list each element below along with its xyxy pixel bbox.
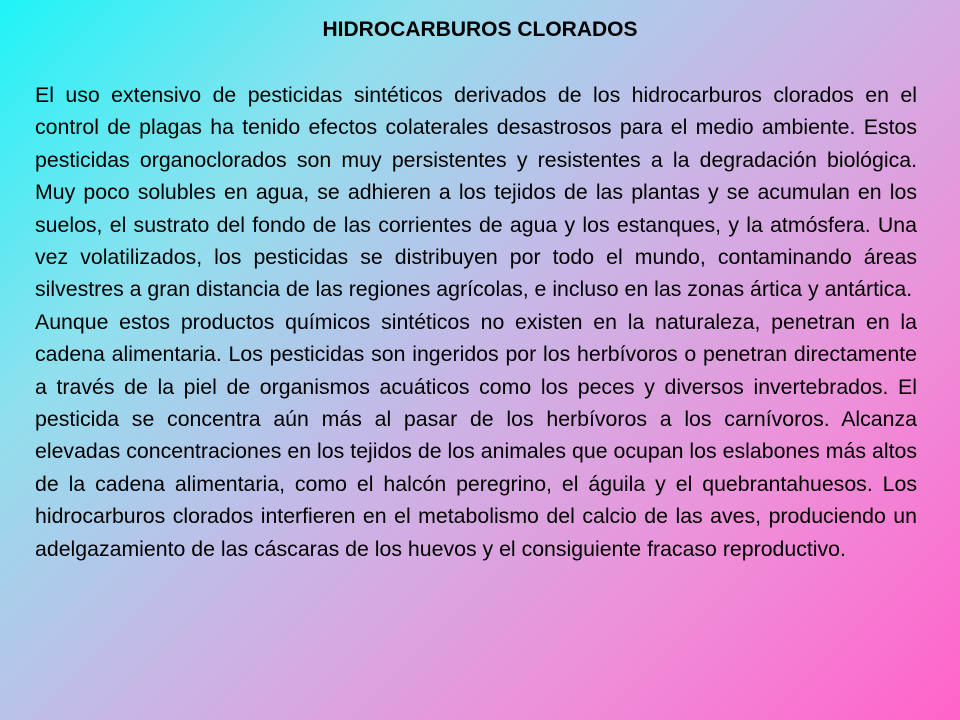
paragraph-1: El uso extensivo de pesticidas sintéticos derivados de los hidrocarburos clorados en el control de plagas ha tenido efectos colaterales desastrosos para el medio ambiente. Estos pesticidas organoclorados son muy persistentes y resistentes a la degradación biológica. Muy poco solubles en agua, se adhieren a los tejidos de las plantas y se acumulan en los suelos, el sustrato del fondo de las corrientes de agua y los estanques, y la atmósfera. Una vez volatilizados, los pesticidas se distribuyen por todo el mundo, contaminando áreas silvestres a gran distancia de las regiones agrícolas, e incluso en las zonas ártica y antártica.	[35, 83, 917, 302]
slide-title: HIDROCARBUROS CLORADOS	[322, 18, 638, 41]
paragraph-2: Aunque estos productos químicos sintéticos no existen en la naturaleza, penetran en la cadena alimentaria. Los pesticidas son ingeridos por los herbívoros o penetran directamente a través de la piel de organismos acuáticos como los peces y diversos invertebrados. El pesticida se concentra aún más al pasar de los herbívoros a los carnívoros. Alcanza elevadas concentraciones en los tejidos de los animales que ocupan los eslabones más altos de la cadena alimentaria, como el halcón peregrino, el águila y el quebrantahuesos. Los hidrocarburos clorados interfieren en el metabolismo del calcio de las aves, produciendo un adelgazamiento de las cáscaras de los huevos y el consiguiente fracaso reproductivo.	[35, 309, 917, 561]
slide-body	[35, 79, 917, 565]
